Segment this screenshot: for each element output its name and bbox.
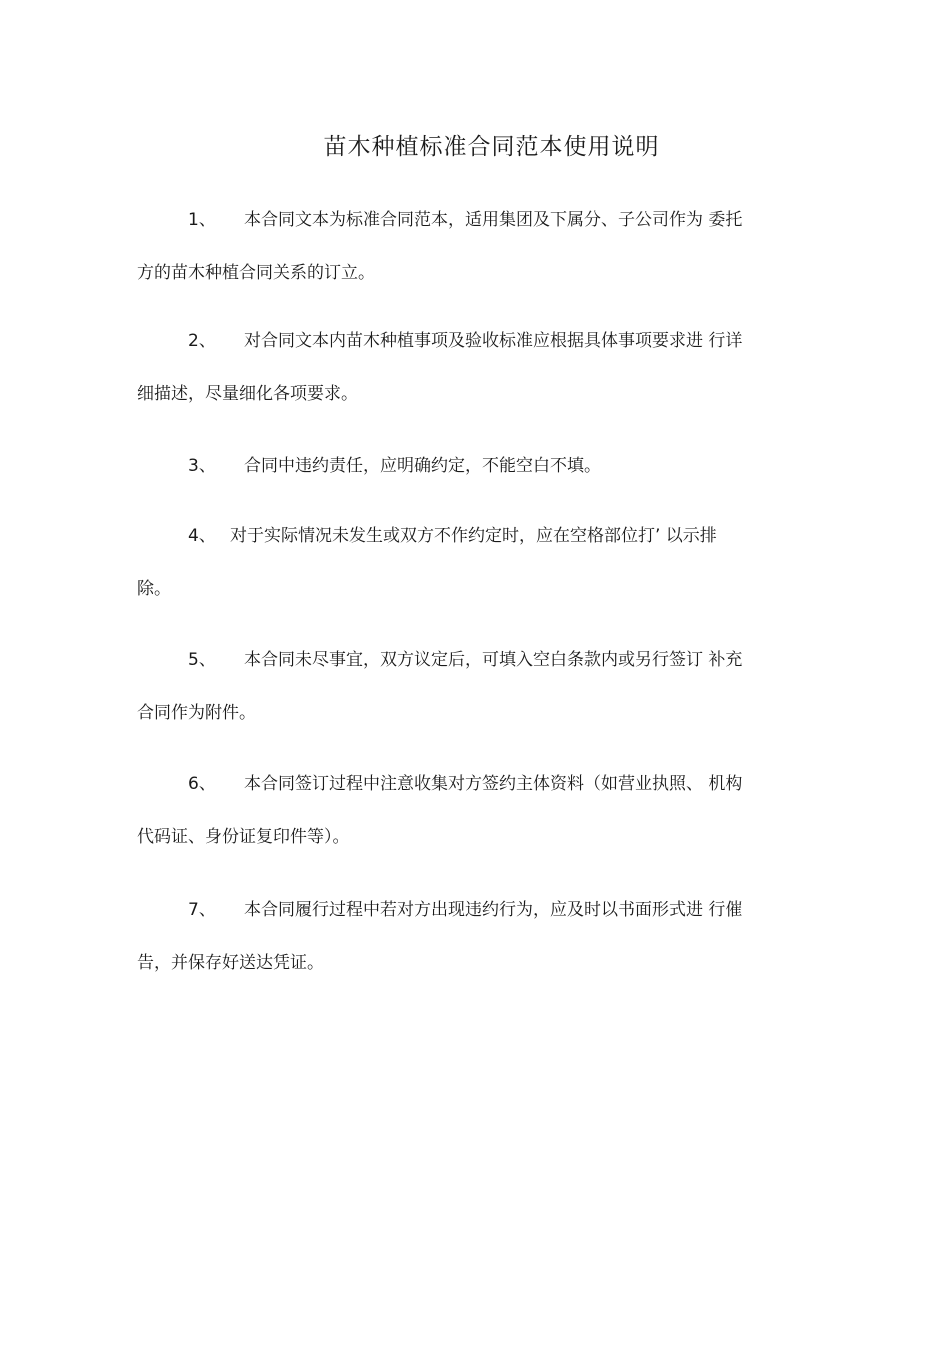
document-title: 苗木种植标准合同范本使用说明 — [323, 134, 660, 160]
item-number: 7、 — [188, 900, 216, 920]
instruction-line-2: 除。 — [137, 579, 171, 599]
instruction-line-2: 代码证、身份证复印件等）。 — [137, 827, 350, 847]
instruction-item-5 — [137, 634, 837, 740]
instruction-item-2 — [137, 315, 837, 421]
instruction-item-7 — [137, 884, 837, 990]
instruction-line-1 — [137, 194, 837, 247]
item-text: 对合同文本内苗木种植事项及验收标准应根据具体事项要求进 行详 — [244, 331, 743, 351]
instruction-line-2: 方的苗木种植合同关系的订立。 — [137, 263, 375, 283]
item-number: 5、 — [188, 650, 216, 670]
instruction-item-6 — [137, 758, 837, 864]
instruction-line-2: 告，并保存好送达凭证。 — [137, 953, 324, 973]
instruction-line-1 — [137, 884, 837, 937]
item-number: 6、 — [188, 774, 216, 794]
instruction-line-1 — [137, 634, 837, 687]
instruction-line-1 — [137, 315, 837, 368]
instruction-item-4 — [137, 510, 837, 616]
instruction-line-2: 细描述，尽量细化各项要求。 — [137, 384, 358, 404]
instruction-line-1 — [137, 758, 837, 811]
item-text: 本合同未尽事宜，双方议定后，可填入空白条款内或另行签订 补充 — [244, 650, 743, 670]
item-text: 合同中违约责任，应明确约定，不能空白不填。 — [244, 456, 601, 476]
instruction-item-1 — [137, 194, 837, 300]
item-number: 3、 — [188, 456, 216, 476]
instruction-line-1 — [137, 510, 837, 563]
item-text: 对于实际情况未发生或双方不作约定时，应在空格部位打’ 以示排 — [230, 526, 717, 546]
item-text: 本合同履行过程中若对方出现违约行为，应及时以书面形式进 行催 — [244, 900, 743, 920]
item-text: 本合同签订过程中注意收集对方签约主体资料（如营业执照、 机构 — [244, 774, 743, 794]
item-number: 1、 — [188, 210, 216, 230]
item-number: 4、 — [188, 526, 216, 546]
item-text: 本合同文本为标准合同范本，适用集团及下属分、子公司作为 委托 — [244, 210, 743, 230]
instruction-line-1 — [137, 440, 837, 493]
instruction-item-3 — [137, 440, 837, 493]
instruction-line-2: 合同作为附件。 — [137, 703, 256, 723]
item-number: 2、 — [188, 331, 216, 351]
